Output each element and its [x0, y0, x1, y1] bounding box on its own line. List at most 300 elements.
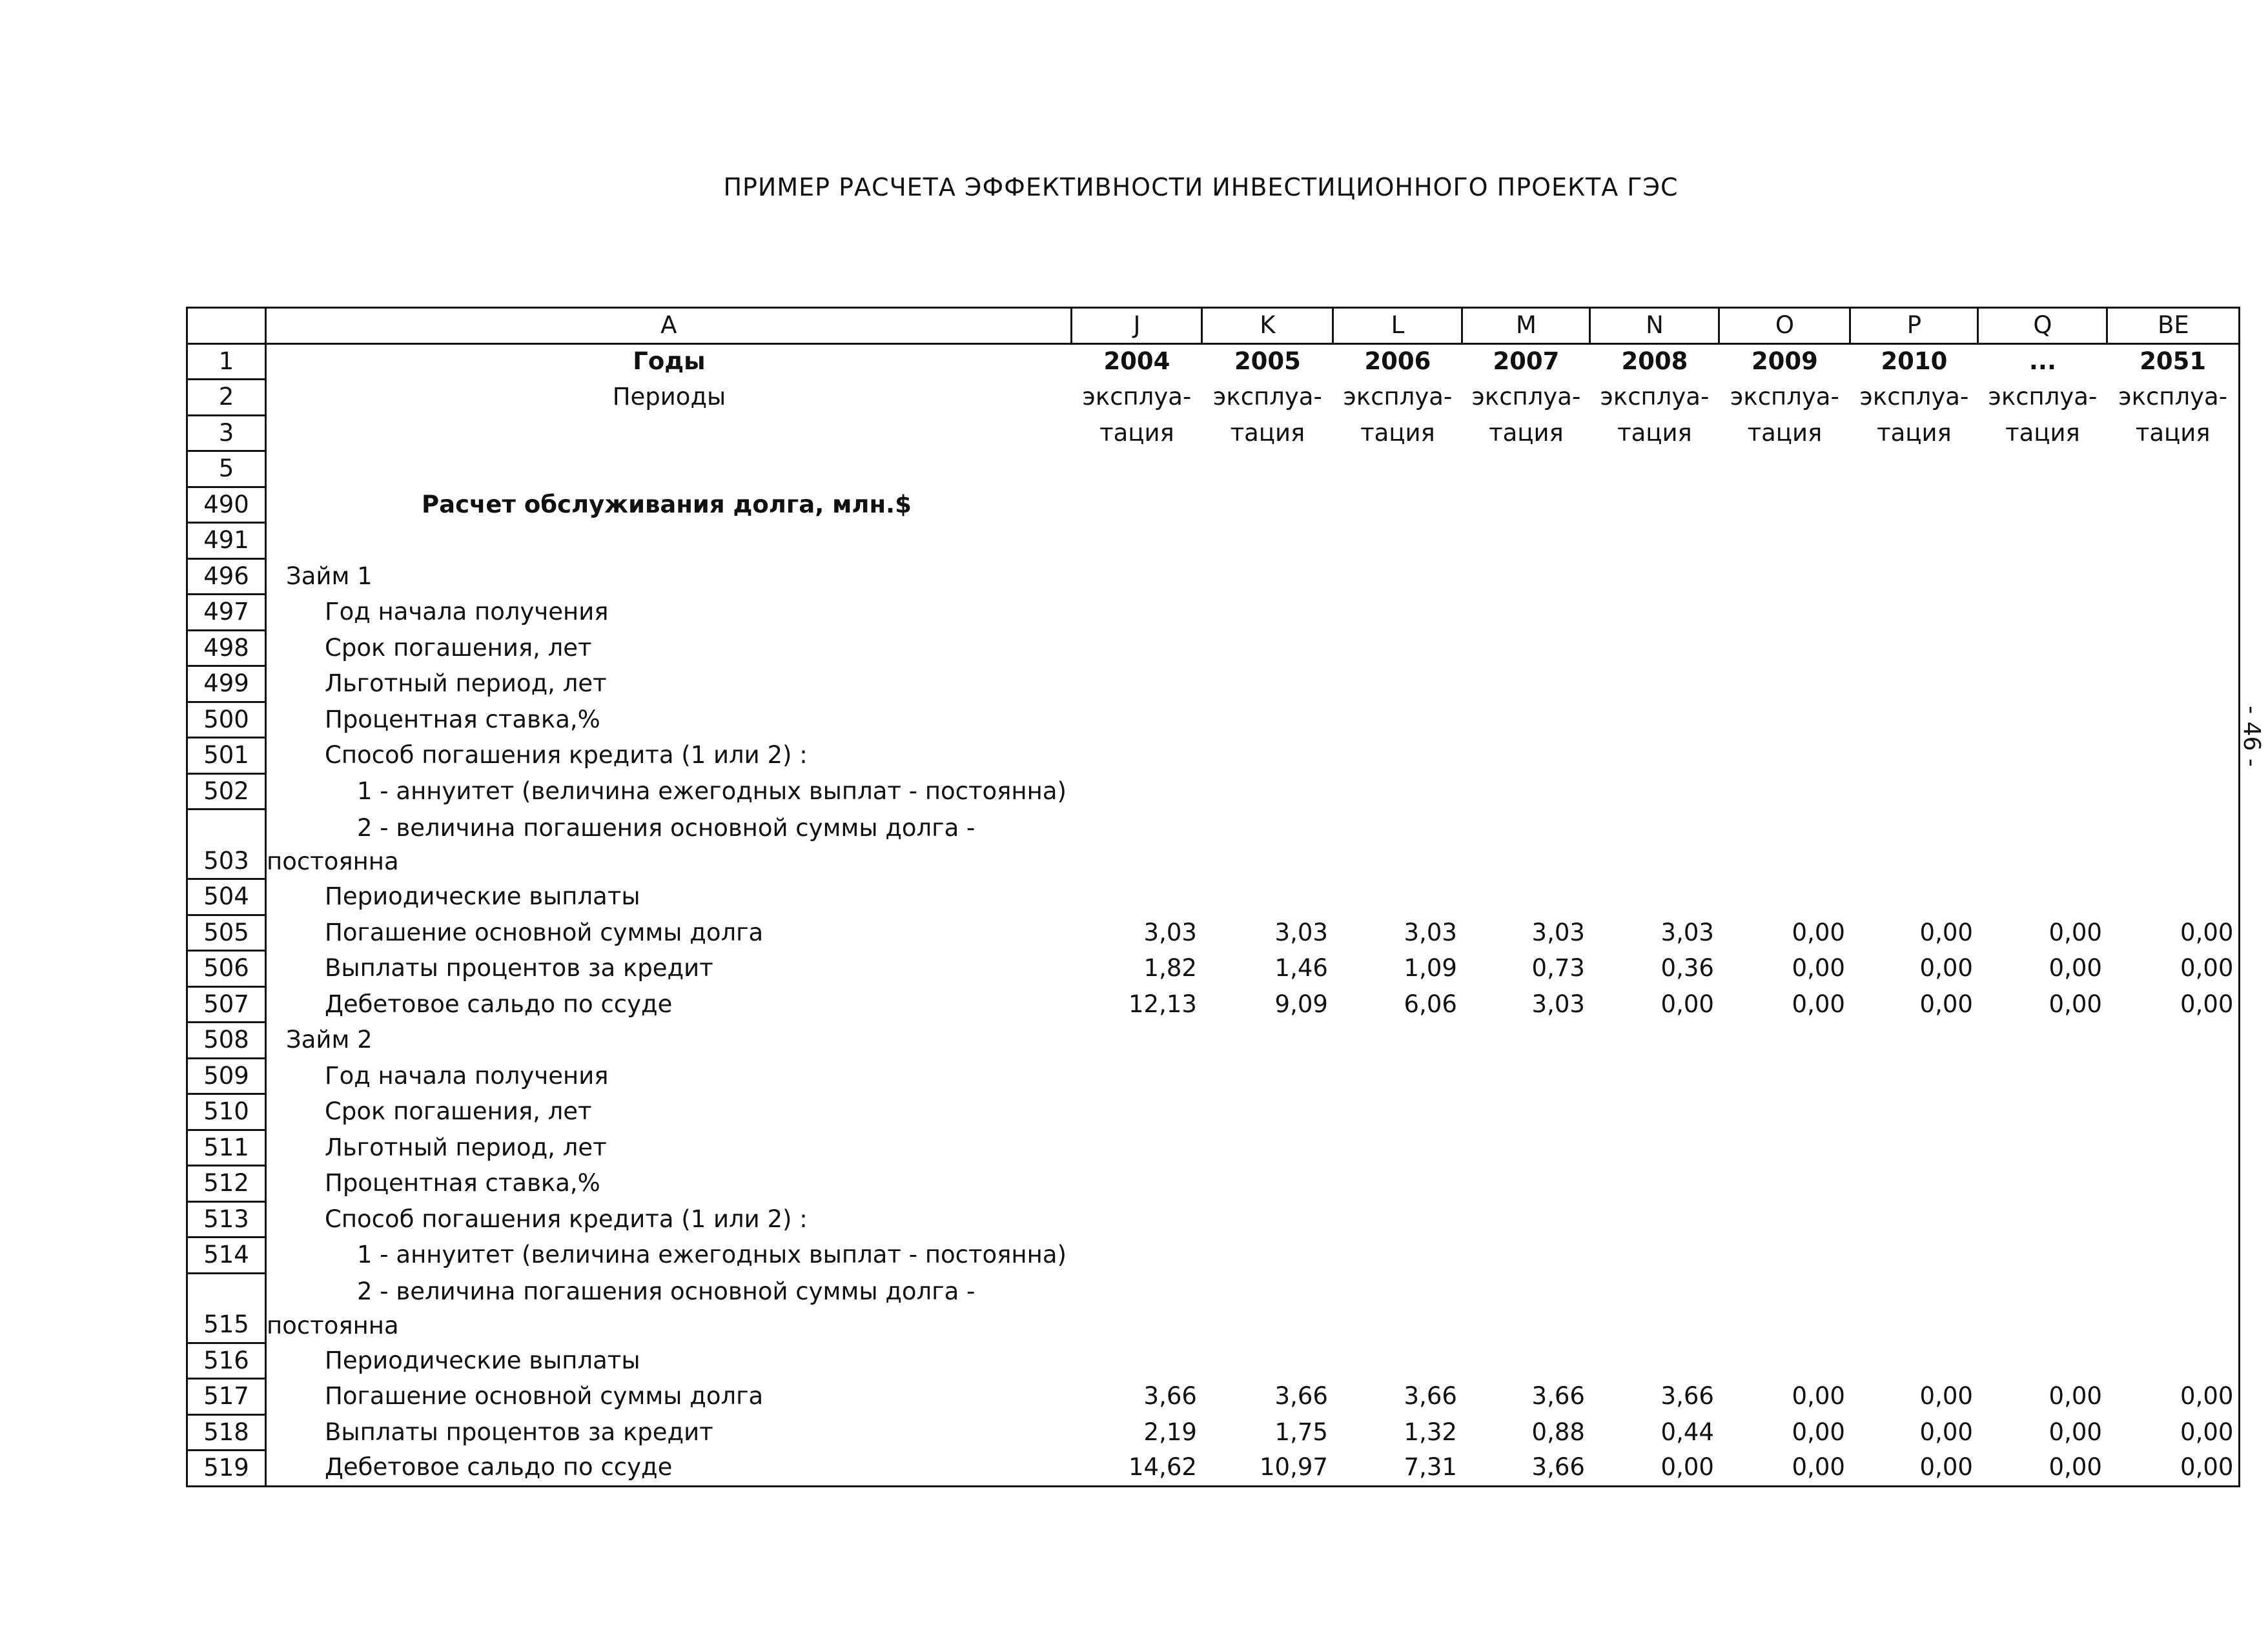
- cell-m[interactable]: [1462, 810, 1590, 879]
- cell-n[interactable]: 3,03: [1660, 918, 1714, 946]
- cell-be[interactable]: [2107, 702, 2240, 738]
- cell-m[interactable]: [1462, 1201, 1590, 1238]
- cell-l[interactable]: 1,32: [1404, 1418, 1457, 1446]
- cell-k[interactable]: 2005: [1234, 347, 1301, 376]
- cell-p[interactable]: [1850, 1238, 1978, 1274]
- cell-m[interactable]: [1462, 1023, 1590, 1059]
- cell-j[interactable]: [1072, 523, 1202, 559]
- row-number[interactable]: 505: [187, 915, 266, 951]
- cell-o[interactable]: [1719, 702, 1850, 738]
- row-number[interactable]: 519: [187, 1451, 266, 1487]
- row-number[interactable]: 498: [187, 630, 266, 666]
- cell-m[interactable]: [1462, 1166, 1590, 1202]
- cell-l[interactable]: [1333, 810, 1462, 879]
- column-header-p[interactable]: P: [1850, 308, 1978, 344]
- cell-m[interactable]: [1462, 738, 1590, 774]
- row-number[interactable]: 506: [187, 951, 266, 987]
- cell-k[interactable]: [1202, 630, 1333, 666]
- cell-q[interactable]: 0,00: [2048, 954, 2102, 982]
- cell-l[interactable]: 7,31: [1404, 1453, 1457, 1482]
- cell-l[interactable]: 3,66: [1404, 1382, 1457, 1410]
- cell-p[interactable]: 0,00: [1919, 1418, 1973, 1446]
- cell-j[interactable]: [1072, 773, 1202, 810]
- cell-o[interactable]: [1719, 523, 1850, 559]
- cell-k[interactable]: [1202, 1273, 1333, 1343]
- cell-k[interactable]: [1202, 702, 1333, 738]
- row-number[interactable]: 513: [187, 1201, 266, 1238]
- cell-p[interactable]: 0,00: [1919, 1382, 1973, 1410]
- cell-k[interactable]: [1202, 1201, 1333, 1238]
- cell-be[interactable]: [2107, 1094, 2240, 1130]
- row-label[interactable]: 1 - аннуитет (величина ежегодных выплат - постоянна): [357, 1241, 1067, 1268]
- cell-be[interactable]: [2107, 1238, 2240, 1274]
- cell-k[interactable]: тация: [1230, 418, 1305, 447]
- cell-j[interactable]: [1072, 487, 1202, 523]
- cell-j[interactable]: [1072, 1343, 1202, 1379]
- cell-m[interactable]: 2007: [1493, 347, 1560, 376]
- cell-p[interactable]: [1850, 666, 1978, 702]
- cell-o[interactable]: [1719, 1094, 1850, 1130]
- cell-k[interactable]: 1,75: [1274, 1418, 1328, 1446]
- row-number[interactable]: 512: [187, 1166, 266, 1202]
- row-label[interactable]: Займ 2: [286, 1026, 373, 1054]
- cell-j[interactable]: 1,82: [1143, 954, 1197, 982]
- cell-p[interactable]: [1850, 558, 1978, 595]
- cell-k[interactable]: [1202, 879, 1333, 915]
- cell-be[interactable]: [2107, 1058, 2240, 1094]
- cell-m[interactable]: 3,03: [1531, 990, 1585, 1018]
- row-number[interactable]: 504: [187, 879, 266, 915]
- cell-o[interactable]: 0,00: [1792, 1453, 1845, 1482]
- cell-n[interactable]: [1590, 1343, 1719, 1379]
- cell-k[interactable]: [1202, 1343, 1333, 1379]
- cell-o[interactable]: эксплуа-: [1730, 383, 1839, 411]
- cell-j[interactable]: [1072, 810, 1202, 879]
- row-number[interactable]: 503: [187, 810, 266, 879]
- cell-m[interactable]: [1462, 1130, 1590, 1166]
- cell-n[interactable]: [1590, 1058, 1719, 1094]
- cell-l[interactable]: [1333, 451, 1462, 487]
- cell-n[interactable]: [1590, 558, 1719, 595]
- cell-q[interactable]: 0,00: [2048, 1382, 2102, 1410]
- cell-p[interactable]: [1850, 487, 1978, 523]
- cell-l[interactable]: эксплуа-: [1343, 383, 1453, 411]
- row-label[interactable]: Годы: [633, 347, 706, 376]
- cell-n[interactable]: [1590, 1023, 1719, 1059]
- cell-q[interactable]: [1978, 451, 2107, 487]
- cell-k[interactable]: [1202, 1166, 1333, 1202]
- cell-n[interactable]: [1590, 595, 1719, 631]
- cell-l[interactable]: [1333, 1023, 1462, 1059]
- cell-j[interactable]: [1072, 702, 1202, 738]
- row-label[interactable]: 1 - аннуитет (величина ежегодных выплат - постоянна): [357, 777, 1067, 805]
- cell-n[interactable]: [1590, 738, 1719, 774]
- row-label[interactable]: Периодические выплаты: [325, 1346, 640, 1374]
- row-number[interactable]: 507: [187, 986, 266, 1023]
- cell-l[interactable]: [1333, 630, 1462, 666]
- cell-be[interactable]: 0,00: [2180, 1418, 2234, 1446]
- row-number[interactable]: 499: [187, 666, 266, 702]
- cell-j[interactable]: 3,66: [1143, 1382, 1197, 1410]
- cell-j[interactable]: 12,13: [1129, 990, 1197, 1018]
- cell-q[interactable]: [1978, 1094, 2107, 1130]
- cell-l[interactable]: [1333, 666, 1462, 702]
- row-label[interactable]: Расчет обслуживания долга, млн.$: [422, 490, 912, 518]
- cell-n[interactable]: [1590, 451, 1719, 487]
- row-number[interactable]: 5: [187, 451, 266, 487]
- cell-o[interactable]: [1719, 1023, 1850, 1059]
- cell-n[interactable]: [1590, 810, 1719, 879]
- cell-q[interactable]: [1978, 1343, 2107, 1379]
- cell-q[interactable]: ...: [2028, 347, 2057, 376]
- cell-n[interactable]: 3,66: [1660, 1382, 1714, 1410]
- cell-l[interactable]: [1333, 523, 1462, 559]
- cell-p[interactable]: 2010: [1881, 347, 1948, 376]
- cell-j[interactable]: [1072, 1058, 1202, 1094]
- cell-q[interactable]: [1978, 630, 2107, 666]
- cell-be[interactable]: [2107, 810, 2240, 879]
- row-number[interactable]: 508: [187, 1023, 266, 1059]
- cell-be[interactable]: тация: [2135, 418, 2211, 447]
- cell-k[interactable]: [1202, 773, 1333, 810]
- cell-q[interactable]: [1978, 487, 2107, 523]
- cell-p[interactable]: [1850, 1343, 1978, 1379]
- cell-p[interactable]: [1850, 595, 1978, 631]
- row-label[interactable]: Погашение основной суммы долга: [325, 1382, 764, 1410]
- row-number[interactable]: 518: [187, 1414, 266, 1451]
- cell-j[interactable]: [1072, 1201, 1202, 1238]
- cell-be[interactable]: [2107, 487, 2240, 523]
- row-label[interactable]: Периодические выплаты: [325, 882, 640, 910]
- cell-k[interactable]: 1,46: [1274, 954, 1328, 982]
- cell-m[interactable]: [1462, 630, 1590, 666]
- cell-l[interactable]: [1333, 595, 1462, 631]
- cell-j[interactable]: [1072, 1130, 1202, 1166]
- cell-m[interactable]: [1462, 1094, 1590, 1130]
- cell-l[interactable]: [1333, 1343, 1462, 1379]
- cell-k[interactable]: эксплуа-: [1213, 383, 1322, 411]
- cell-m[interactable]: [1462, 523, 1590, 559]
- cell-be[interactable]: [2107, 879, 2240, 915]
- cell-j[interactable]: 3,03: [1143, 918, 1197, 946]
- cell-n[interactable]: 0,00: [1660, 1453, 1714, 1482]
- cell-m[interactable]: 0,88: [1531, 1418, 1585, 1446]
- cell-p[interactable]: тация: [1877, 418, 1952, 447]
- cell-q[interactable]: [1978, 738, 2107, 774]
- cell-n[interactable]: [1590, 1166, 1719, 1202]
- cell-n[interactable]: [1590, 1201, 1719, 1238]
- cell-l[interactable]: [1333, 1166, 1462, 1202]
- cell-o[interactable]: [1719, 1343, 1850, 1379]
- cell-be[interactable]: эксплуа-: [2118, 383, 2228, 411]
- cell-q[interactable]: [1978, 773, 2107, 810]
- cell-l[interactable]: [1333, 1094, 1462, 1130]
- cell-q[interactable]: [1978, 558, 2107, 595]
- cell-n[interactable]: [1590, 630, 1719, 666]
- row-label[interactable]: Льготный период, лет: [325, 1133, 607, 1161]
- row-label[interactable]: Способ погашения кредита (1 или 2) :: [325, 1205, 808, 1233]
- row-number[interactable]: 500: [187, 702, 266, 738]
- cell-k[interactable]: 9,09: [1274, 990, 1328, 1018]
- cell-l[interactable]: [1333, 1201, 1462, 1238]
- cell-o[interactable]: тация: [1747, 418, 1823, 447]
- row-label[interactable]: [266, 810, 1072, 879]
- row-label[interactable]: Дебетовое сальдо по ссуде: [325, 990, 673, 1018]
- cell-o[interactable]: 0,00: [1792, 954, 1845, 982]
- cell-j[interactable]: [1072, 451, 1202, 487]
- cell-p[interactable]: [1850, 451, 1978, 487]
- cell-q[interactable]: [1978, 1273, 2107, 1343]
- column-header-be[interactable]: BE: [2107, 308, 2240, 344]
- cell-k[interactable]: [1202, 523, 1333, 559]
- cell-p[interactable]: [1850, 1273, 1978, 1343]
- cell-q[interactable]: [1978, 1166, 2107, 1202]
- cell-q[interactable]: [1978, 879, 2107, 915]
- cell-be[interactable]: 0,00: [2180, 990, 2234, 1018]
- row-number[interactable]: 491: [187, 523, 266, 559]
- cell-be[interactable]: [2107, 1343, 2240, 1379]
- cell-o[interactable]: [1719, 666, 1850, 702]
- cell-p[interactable]: [1850, 773, 1978, 810]
- cell-j[interactable]: тация: [1099, 418, 1174, 447]
- cell-q[interactable]: [1978, 1130, 2107, 1166]
- cell-j[interactable]: эксплуа-: [1082, 383, 1192, 411]
- cell-q[interactable]: 0,00: [2048, 990, 2102, 1018]
- cell-k[interactable]: [1202, 558, 1333, 595]
- cell-k[interactable]: [1202, 487, 1333, 523]
- cell-o[interactable]: [1719, 558, 1850, 595]
- cell-j[interactable]: [1072, 630, 1202, 666]
- cell-q[interactable]: [1978, 810, 2107, 879]
- cell-o[interactable]: [1719, 879, 1850, 915]
- cell-p[interactable]: [1850, 1023, 1978, 1059]
- cell-n[interactable]: 0,00: [1660, 990, 1714, 1018]
- row-label[interactable]: Процентная ставка,%: [325, 1169, 600, 1197]
- cell-j[interactable]: [1072, 1094, 1202, 1130]
- row-number[interactable]: 1: [187, 343, 266, 380]
- cell-m[interactable]: 3,66: [1531, 1453, 1585, 1482]
- cell-be[interactable]: 2051: [2140, 347, 2207, 376]
- column-header-o[interactable]: O: [1719, 308, 1850, 344]
- cell-j[interactable]: 2,19: [1143, 1418, 1197, 1446]
- cell-l[interactable]: 6,06: [1404, 990, 1457, 1018]
- row-number[interactable]: 509: [187, 1058, 266, 1094]
- cell-l[interactable]: [1333, 558, 1462, 595]
- row-number[interactable]: 515: [187, 1273, 266, 1343]
- cell-o[interactable]: 2009: [1751, 347, 1818, 376]
- row-number[interactable]: 496: [187, 558, 266, 595]
- cell-q[interactable]: [1978, 666, 2107, 702]
- cell-m[interactable]: [1462, 666, 1590, 702]
- cell-o[interactable]: [1719, 487, 1850, 523]
- cell-o[interactable]: [1719, 1273, 1850, 1343]
- cell-j[interactable]: 2004: [1103, 347, 1170, 376]
- row-number[interactable]: 502: [187, 773, 266, 810]
- cell-p[interactable]: [1850, 1130, 1978, 1166]
- cell-n[interactable]: [1590, 523, 1719, 559]
- cell-l[interactable]: [1333, 1058, 1462, 1094]
- row-label[interactable]: [266, 415, 1072, 451]
- cell-n[interactable]: [1590, 773, 1719, 810]
- cell-m[interactable]: [1462, 1343, 1590, 1379]
- cell-l[interactable]: [1333, 879, 1462, 915]
- row-label[interactable]: [266, 451, 1072, 487]
- cell-l[interactable]: [1333, 773, 1462, 810]
- cell-q[interactable]: [1978, 1058, 2107, 1094]
- row-label[interactable]: Способ погашения кредита (1 или 2) :: [325, 741, 808, 769]
- cell-o[interactable]: [1719, 810, 1850, 879]
- cell-p[interactable]: 0,00: [1919, 954, 1973, 982]
- row-label[interactable]: Погашение основной суммы долга: [325, 918, 764, 946]
- cell-p[interactable]: [1850, 1166, 1978, 1202]
- cell-j[interactable]: [1072, 666, 1202, 702]
- row-label[interactable]: Периоды: [612, 383, 726, 411]
- cell-n[interactable]: [1590, 487, 1719, 523]
- row-label[interactable]: Дебетовое сальдо по ссуде: [325, 1453, 673, 1482]
- row-number[interactable]: 3: [187, 415, 266, 451]
- cell-k[interactable]: [1202, 1094, 1333, 1130]
- column-header-k[interactable]: K: [1202, 308, 1333, 344]
- row-number[interactable]: 497: [187, 595, 266, 631]
- cell-o[interactable]: [1719, 1130, 1850, 1166]
- cell-m[interactable]: тация: [1489, 418, 1564, 447]
- cell-l[interactable]: [1333, 1130, 1462, 1166]
- cell-o[interactable]: 0,00: [1792, 1382, 1845, 1410]
- cell-l[interactable]: 3,03: [1404, 918, 1457, 946]
- row-label[interactable]: Срок погашения, лет: [325, 633, 592, 662]
- cell-l[interactable]: [1333, 487, 1462, 523]
- column-header-j[interactable]: J: [1072, 308, 1202, 344]
- row-number[interactable]: 510: [187, 1094, 266, 1130]
- cell-be[interactable]: [2107, 558, 2240, 595]
- cell-n[interactable]: [1590, 666, 1719, 702]
- column-header-m[interactable]: M: [1462, 308, 1590, 344]
- cell-m[interactable]: [1462, 702, 1590, 738]
- cell-n[interactable]: 0,44: [1660, 1418, 1714, 1446]
- cell-p[interactable]: [1850, 738, 1978, 774]
- cell-j[interactable]: [1072, 1023, 1202, 1059]
- cell-be[interactable]: [2107, 1023, 2240, 1059]
- cell-m[interactable]: эксплуа-: [1471, 383, 1581, 411]
- cell-m[interactable]: [1462, 1273, 1590, 1343]
- cell-p[interactable]: [1850, 810, 1978, 879]
- cell-be[interactable]: [2107, 1166, 2240, 1202]
- cell-k[interactable]: 3,66: [1274, 1382, 1328, 1410]
- row-number[interactable]: 2: [187, 380, 266, 416]
- cell-q[interactable]: 0,00: [2048, 1418, 2102, 1446]
- cell-q[interactable]: тация: [2005, 418, 2080, 447]
- cell-be[interactable]: 0,00: [2180, 954, 2234, 982]
- cell-j[interactable]: [1072, 879, 1202, 915]
- corner-cell[interactable]: [187, 308, 266, 344]
- cell-n[interactable]: 0,36: [1660, 954, 1714, 982]
- row-number[interactable]: 490: [187, 487, 266, 523]
- row-label[interactable]: Выплаты процентов за кредит: [325, 1418, 713, 1446]
- cell-l[interactable]: 1,09: [1404, 954, 1457, 982]
- cell-n[interactable]: 2008: [1621, 347, 1688, 376]
- cell-p[interactable]: [1850, 879, 1978, 915]
- cell-m[interactable]: [1462, 451, 1590, 487]
- cell-be[interactable]: [2107, 630, 2240, 666]
- cell-be[interactable]: [2107, 738, 2240, 774]
- cell-n[interactable]: [1590, 1094, 1719, 1130]
- cell-n[interactable]: [1590, 1238, 1719, 1274]
- cell-m[interactable]: [1462, 773, 1590, 810]
- cell-p[interactable]: [1850, 1094, 1978, 1130]
- cell-k[interactable]: [1202, 595, 1333, 631]
- cell-q[interactable]: 0,00: [2048, 918, 2102, 946]
- cell-l[interactable]: 2006: [1364, 347, 1431, 376]
- cell-q[interactable]: [1978, 1238, 2107, 1274]
- cell-o[interactable]: [1719, 451, 1850, 487]
- cell-be[interactable]: 0,00: [2180, 918, 2234, 946]
- row-number[interactable]: 517: [187, 1379, 266, 1415]
- cell-k[interactable]: 10,97: [1260, 1453, 1328, 1482]
- cell-q[interactable]: 0,00: [2048, 1453, 2102, 1482]
- cell-k[interactable]: [1202, 1023, 1333, 1059]
- cell-be[interactable]: [2107, 451, 2240, 487]
- cell-be[interactable]: [2107, 523, 2240, 559]
- cell-q[interactable]: [1978, 1023, 2107, 1059]
- row-label[interactable]: Займ 1: [286, 562, 373, 590]
- cell-k[interactable]: [1202, 451, 1333, 487]
- cell-n[interactable]: [1590, 702, 1719, 738]
- column-header-l[interactable]: L: [1333, 308, 1462, 344]
- cell-p[interactable]: 0,00: [1919, 990, 1973, 1018]
- row-label[interactable]: [266, 1273, 1072, 1343]
- cell-k[interactable]: [1202, 1130, 1333, 1166]
- cell-be[interactable]: [2107, 595, 2240, 631]
- cell-p[interactable]: [1850, 523, 1978, 559]
- cell-be[interactable]: 0,00: [2180, 1382, 2234, 1410]
- cell-j[interactable]: [1072, 595, 1202, 631]
- cell-k[interactable]: 3,03: [1274, 918, 1328, 946]
- cell-o[interactable]: [1719, 1238, 1850, 1274]
- cell-m[interactable]: 3,66: [1531, 1382, 1585, 1410]
- cell-n[interactable]: [1590, 1130, 1719, 1166]
- cell-q[interactable]: [1978, 1201, 2107, 1238]
- row-label[interactable]: Выплаты процентов за кредит: [325, 954, 713, 982]
- cell-o[interactable]: [1719, 1166, 1850, 1202]
- cell-o[interactable]: 0,00: [1792, 918, 1845, 946]
- cell-p[interactable]: эксплуа-: [1859, 383, 1969, 411]
- cell-be[interactable]: [2107, 773, 2240, 810]
- cell-be[interactable]: [2107, 1130, 2240, 1166]
- cell-j[interactable]: [1072, 558, 1202, 595]
- cell-n[interactable]: эксплуа-: [1600, 383, 1710, 411]
- cell-o[interactable]: [1719, 773, 1850, 810]
- column-header-q[interactable]: Q: [1978, 308, 2107, 344]
- cell-p[interactable]: [1850, 1201, 1978, 1238]
- cell-m[interactable]: 0,73: [1531, 954, 1585, 982]
- row-number[interactable]: 516: [187, 1343, 266, 1379]
- cell-be[interactable]: [2107, 666, 2240, 702]
- cell-j[interactable]: [1072, 1238, 1202, 1274]
- cell-k[interactable]: [1202, 1058, 1333, 1094]
- column-header-a[interactable]: A: [266, 308, 1072, 344]
- cell-p[interactable]: [1850, 702, 1978, 738]
- cell-o[interactable]: [1719, 1058, 1850, 1094]
- row-label[interactable]: Процентная ставка,%: [325, 705, 600, 733]
- row-label[interactable]: Льготный период, лет: [325, 669, 607, 697]
- cell-o[interactable]: [1719, 1201, 1850, 1238]
- cell-o[interactable]: 0,00: [1792, 990, 1845, 1018]
- cell-j[interactable]: [1072, 1273, 1202, 1343]
- cell-be[interactable]: [2107, 1201, 2240, 1238]
- row-number[interactable]: 514: [187, 1238, 266, 1274]
- cell-q[interactable]: [1978, 523, 2107, 559]
- cell-m[interactable]: [1462, 595, 1590, 631]
